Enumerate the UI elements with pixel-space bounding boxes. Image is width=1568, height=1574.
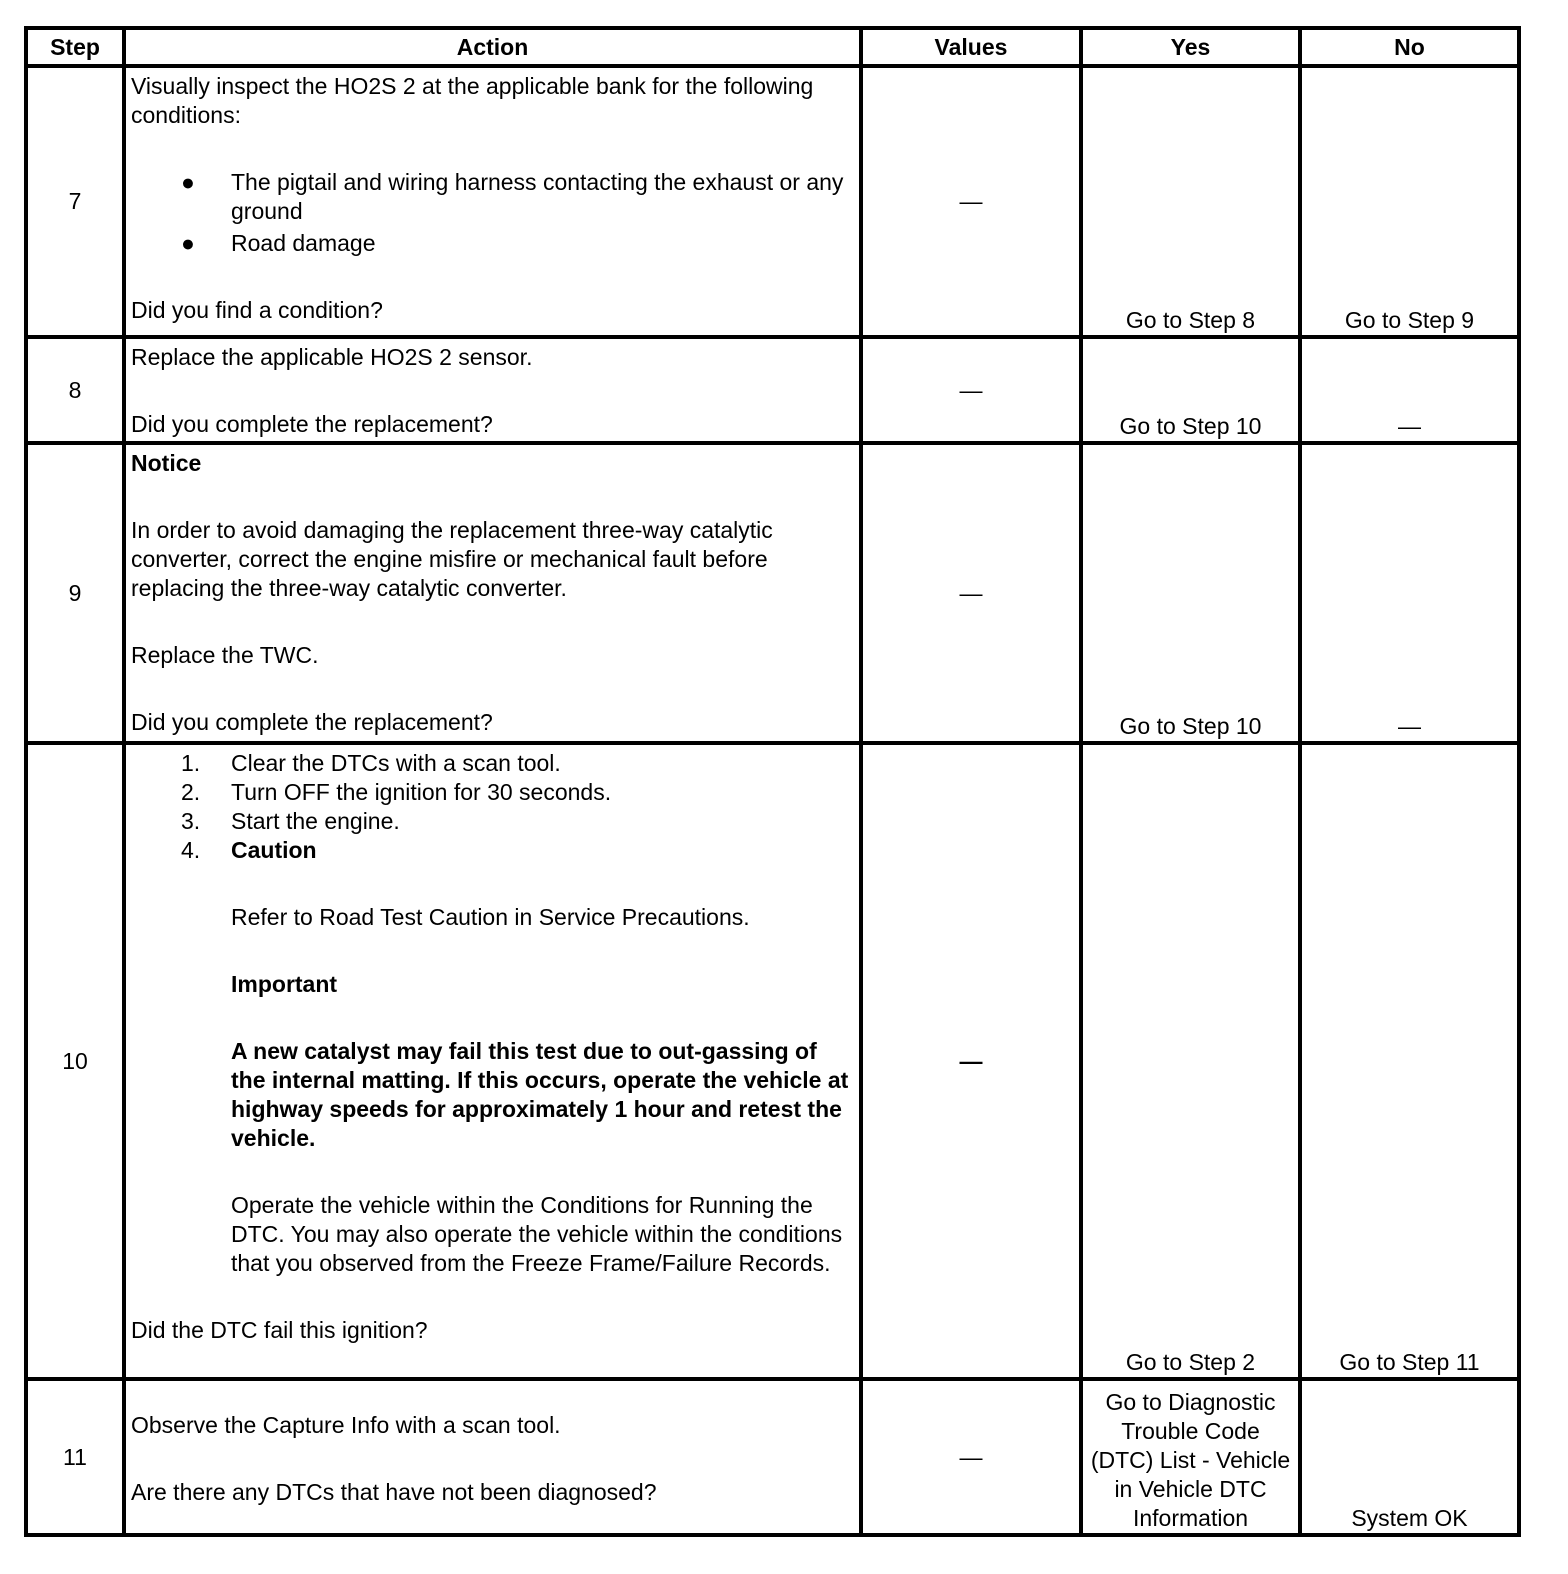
yes-cell: Go to Step 10 [1081, 337, 1300, 443]
action-instruction: Replace the applicable HO2S 2 sensor. [131, 344, 533, 370]
action-question: Did the DTC fail this ignition? [131, 1317, 428, 1343]
step-number: 11 [26, 1379, 124, 1535]
table-row [26, 66, 1519, 337]
action-question: Are there any DTCs that have not been diagnosed? [131, 1479, 657, 1505]
values-cell: — [861, 66, 1081, 337]
list-item: ● The pigtail and wiring harness contacting the exhaust or any ground [181, 169, 844, 224]
bullet-icon: ● [181, 230, 195, 256]
action-instruction: Observe the Capture Info with a scan tool. [131, 1412, 561, 1438]
bullet-icon: ● [181, 169, 195, 195]
values-cell: — [861, 1379, 1081, 1535]
table-row [26, 443, 1519, 743]
action-question: Did you complete the replacement? [131, 709, 493, 735]
action-instruction: Replace the TWC. [131, 642, 319, 668]
step-number: 9 [26, 443, 124, 743]
action-cell [124, 743, 861, 1379]
important-title: Important [231, 971, 338, 997]
step-number: 10 [26, 743, 124, 1379]
table-row [26, 743, 1519, 1379]
values-cell: — [861, 337, 1081, 443]
header-step: Step [26, 28, 124, 66]
no-cell: — [1300, 337, 1519, 443]
important-text: A new catalyst may fail this test due to out-gassing of the internal matting. If this occurs, operate the vehicle at highway speeds for approximately 1 hour and retest the vehicle. [231, 1038, 849, 1151]
diagnostic-table [24, 26, 1521, 1537]
yes-cell: Go to Step 2 [1081, 743, 1300, 1379]
values-cell: — [861, 743, 1081, 1379]
action-cell [124, 337, 861, 443]
no-cell: System OK [1300, 1379, 1519, 1535]
step-number: 7 [26, 66, 124, 337]
no-cell: Go to Step 11 [1300, 743, 1519, 1379]
action-question: Did you find a condition? [131, 297, 383, 323]
caution-text: Refer to Road Test Caution in Service Precautions. [231, 904, 750, 930]
action-intro: Visually inspect the HO2S 2 at the applicable bank for the following conditions: [131, 73, 814, 128]
table-row [26, 1379, 1519, 1535]
list-item: ● Road damage [181, 230, 376, 256]
operate-text: Operate the vehicle within the Conditions for Running the DTC. You may also operate the vehicle within the conditions that you observed from the Freeze Frame/Failure Records. [231, 1192, 843, 1276]
no-cell: — [1300, 443, 1519, 743]
list-item: 4. Caution [181, 837, 317, 863]
header-row [26, 28, 1519, 66]
table-row [26, 337, 1519, 443]
no-cell: Go to Step 9 [1300, 66, 1519, 337]
yes-cell: Go to Step 10 [1081, 443, 1300, 743]
notice-text: In order to avoid damaging the replacement three-way catalytic converter, correct the engine misfire or mechanical fault before replacing the three-way catalytic converter. [131, 517, 773, 601]
yes-cell[interactable]: Go to Diagnostic Trouble Code (DTC) List - Vehicle in Vehicle DTC Information [1081, 1379, 1300, 1535]
header-no: No [1300, 28, 1519, 66]
step-number: 8 [26, 337, 124, 443]
action-cell [124, 1379, 861, 1535]
notice-title: Notice [131, 450, 202, 476]
condition-list [131, 168, 851, 258]
header-action: Action [124, 28, 861, 66]
header-yes: Yes [1081, 28, 1300, 66]
header-values: Values [861, 28, 1081, 66]
procedure-list [131, 749, 851, 865]
values-cell: — [861, 443, 1081, 743]
action-cell [124, 66, 861, 337]
action-question: Did you complete the replacement? [131, 411, 493, 437]
list-item: 1. Clear the DTCs with a scan tool. [181, 750, 561, 776]
action-cell [124, 443, 861, 743]
list-item: 3. Start the engine. [181, 808, 400, 834]
yes-cell: Go to Step 8 [1081, 66, 1300, 337]
list-item: 2. Turn OFF the ignition for 30 seconds. [181, 779, 612, 805]
